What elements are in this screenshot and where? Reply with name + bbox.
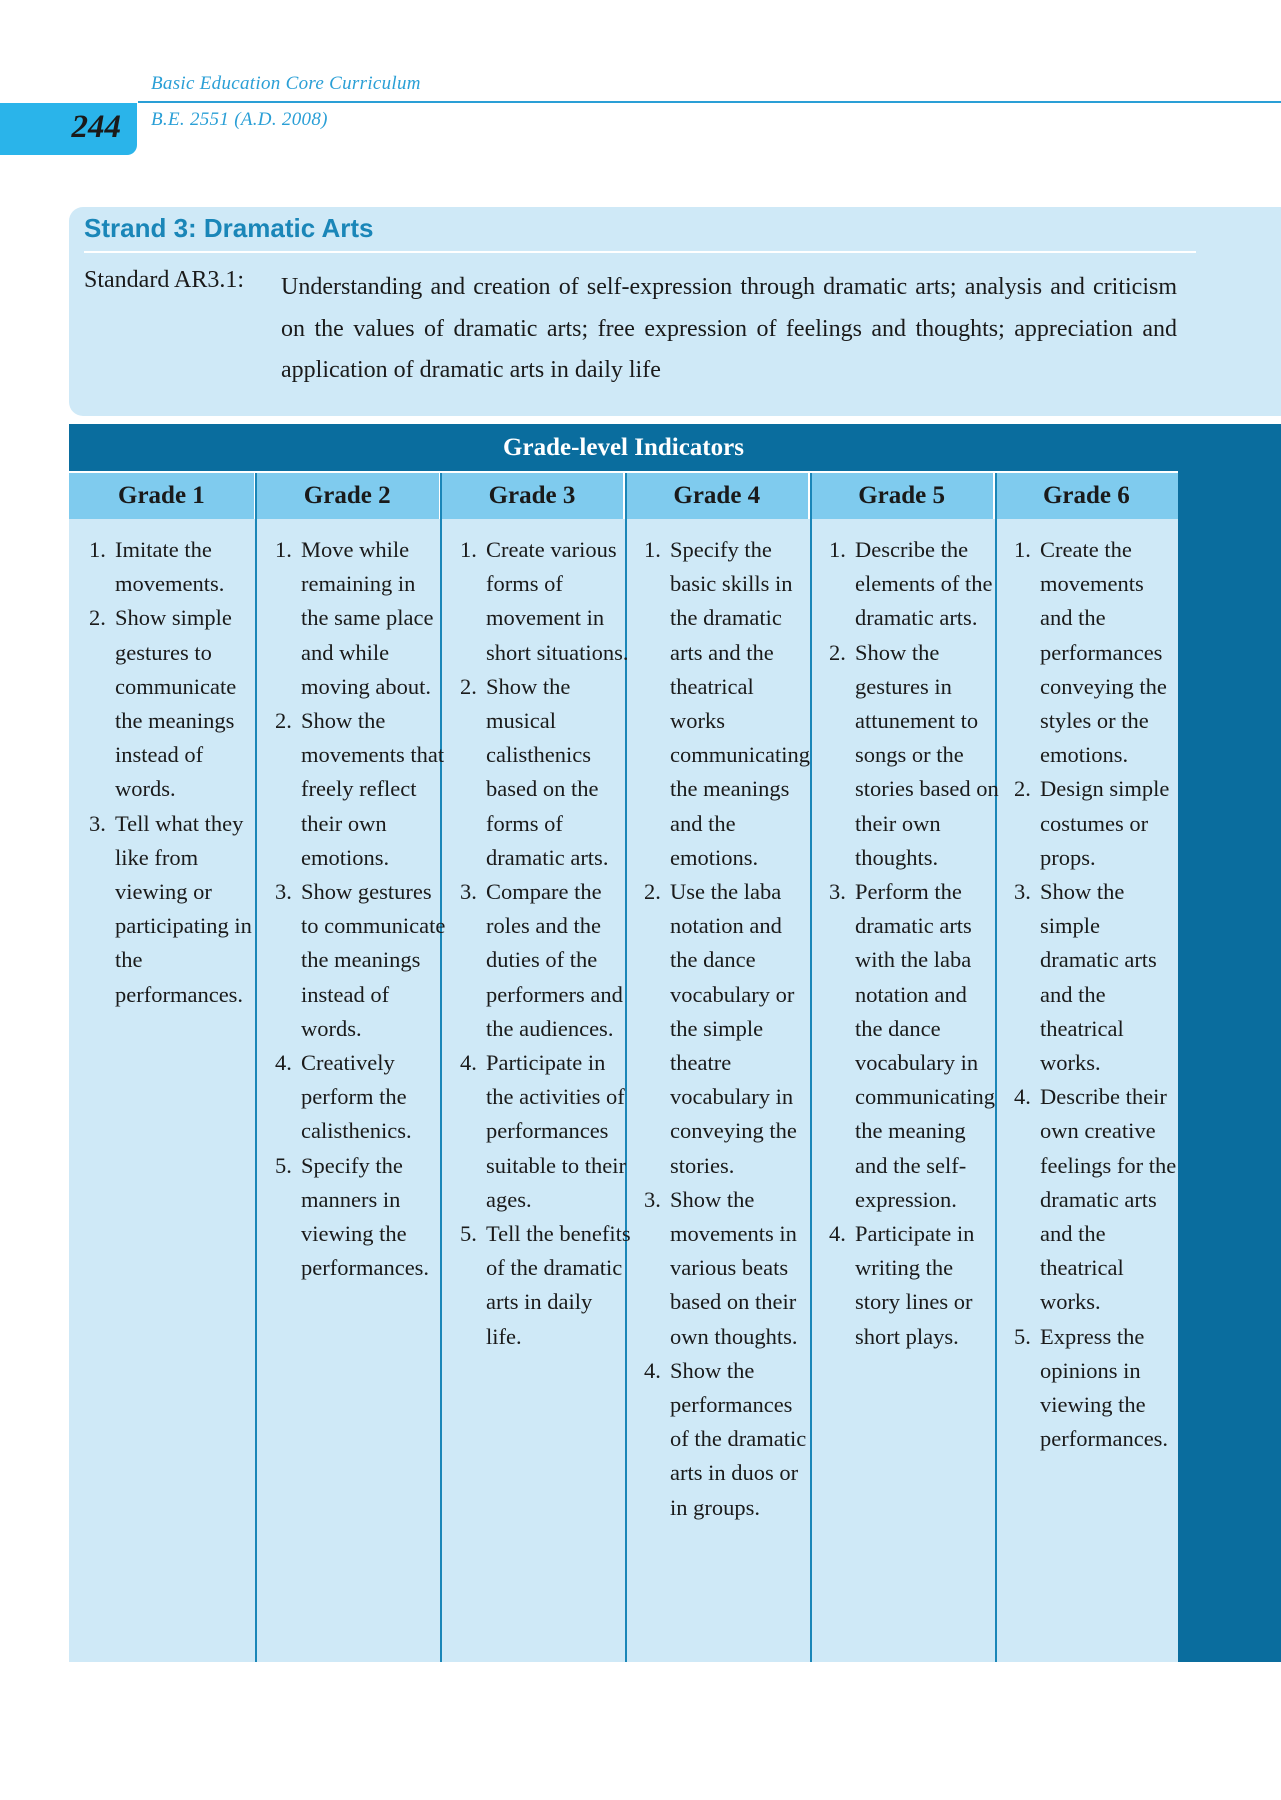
grade-4-indicators (644, 533, 814, 1525)
page-number-tab (0, 103, 137, 155)
indicators-title: Grade-level Indicators (69, 424, 1178, 471)
list-item: 2. Design simple costumes or props. (1014, 776, 1170, 870)
grade-header-6: Grade 6 (993, 473, 1178, 519)
grade-header-2: Grade 2 (254, 473, 439, 519)
grade-2-indicators (275, 533, 447, 1285)
grade-header-row (69, 473, 1178, 519)
list-item: 1. Create various forms of movement in short situations. (460, 537, 629, 665)
list-item: 4. Participate in the activities of performances suitable to their ages. (460, 1050, 626, 1212)
list-item: 1. Specify the basic skills in the dramatic arts and the theatrical works communicating the meanings and the emotions. (644, 537, 810, 870)
grade-header-1: Grade 1 (69, 473, 254, 519)
list-item: 1. Describe the elements of the dramatic arts. (829, 537, 993, 631)
grade-header-5: Grade 5 (808, 473, 993, 519)
list-item: 3. Perform the dramatic arts with the laba notation and the dance vocabulary in communicating the meaning and the self-expression. (829, 879, 995, 1212)
header-rule (138, 101, 1281, 103)
strand-divider (84, 251, 1196, 253)
strand-title: Strand 3: Dramatic Arts (84, 213, 374, 243)
side-band (1178, 424, 1281, 1662)
list-item: 5. Tell the benefits of the dramatic arts in daily life. (460, 1221, 631, 1349)
list-item: 4. Creatively perform the calisthenics. (275, 1050, 412, 1144)
list-item: 2. Show the musical calisthenics based on the forms of dramatic arts. (460, 673, 609, 870)
grade-header-3: Grade 3 (439, 473, 624, 519)
list-item: 4. Show the performances of the dramatic arts in duos or in groups. (644, 1357, 807, 1520)
list-item: 2. Show the gestures in attunement to songs or the stories based on their own thoughts. (829, 639, 999, 870)
list-item: 5. Specify the manners in viewing the performances. (275, 1152, 430, 1281)
list-item: 3. Show the simple dramatic arts and the theatrical works. (1014, 879, 1157, 1076)
list-item: 4. Describe their own creative feelings for the dramatic arts and the theatrical works. (1014, 1084, 1177, 1315)
list-item: 3. Show the movements in various beats based on their own thoughts. (644, 1186, 798, 1349)
list-item: 5. Express the opinions in viewing the performances. (1014, 1323, 1169, 1452)
list-item: 3. Compare the roles and the duties of the performers and the audiences. (460, 879, 623, 1041)
grade-3-indicators (460, 533, 632, 1354)
strand-box (69, 207, 1281, 416)
list-item: 4. Participate in writing the story lines or short plays. (829, 1221, 975, 1349)
grade-1-indicators (89, 533, 259, 1012)
list-item: 2. Show the movements that freely reflect their own emotions. (275, 708, 445, 870)
running-title: Basic Education Core Curriculum (151, 73, 421, 94)
grade-header-4: Grade 4 (623, 473, 808, 519)
page-number: 244 (71, 109, 121, 145)
standard-label: Standard AR3.1: (84, 267, 244, 293)
list-item: 2. Show simple gestures to communicate the meanings instead of words. (89, 605, 237, 802)
running-subtitle: B.E. 2551 (A.D. 2008) (151, 109, 328, 130)
list-item: 1. Create the movements and the performances conveying the styles or the emotions. (1014, 537, 1167, 768)
grade-6-indicators (1014, 533, 1178, 1456)
list-item: 3. Tell what they like from viewing or participating in the performances. (89, 810, 252, 1007)
list-item: 3. Show gestures to communicate the meanings instead of words. (275, 879, 446, 1041)
standard-text: Understanding and creation of self-expression through dramatic arts; analysis and criticism on the values of dramatic arts; free expression of feelings and thoughts; appreciation and application of dramatic arts in daily life (281, 274, 1177, 383)
list-item: 1. Imitate the movements. (89, 537, 225, 597)
grade-5-indicators (829, 533, 999, 1354)
list-item: 1. Move while remaining in the same place and while moving about. (275, 537, 434, 699)
list-item: 2. Use the laba notation and the dance vocabulary or the simple theatre vocabulary in conveying the stories. (644, 879, 797, 1178)
